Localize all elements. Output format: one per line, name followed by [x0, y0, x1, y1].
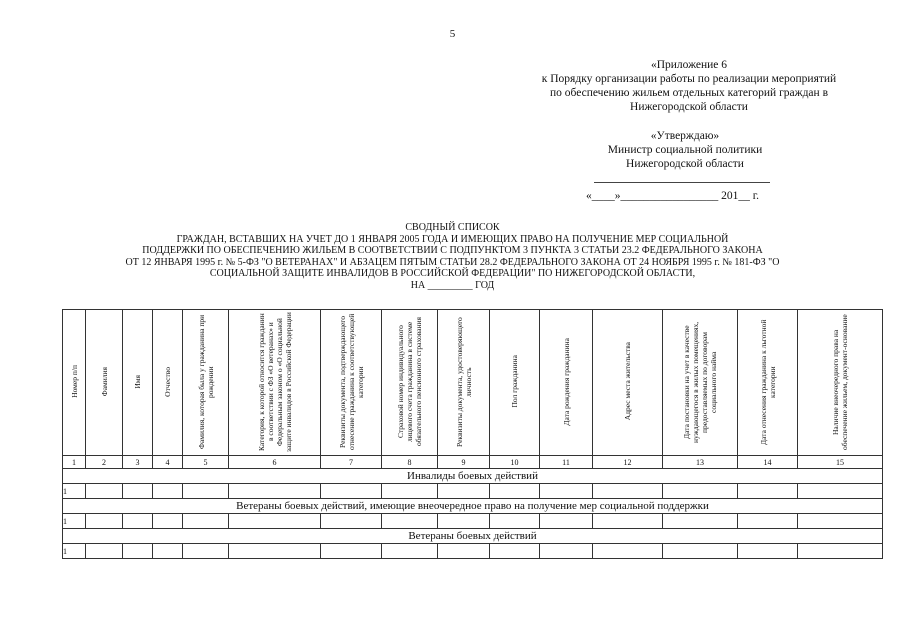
row-number: 1: [63, 514, 86, 529]
column-number: 7: [321, 456, 382, 469]
column-number: 4: [153, 456, 183, 469]
column-number: 14: [738, 456, 798, 469]
column-header: Адрес места жительства: [593, 310, 663, 456]
title-line: ПОДДЕРЖКИ ПО ОБЕСПЕЧЕНИЮ ЖИЛЬЕМ В СООТВЕТСТВИИ С ПОДПУНКТОМ 3 ПУНКТА 3 СТАТЬИ 23.2 ФЕДЕРАЛЬНОГО ЗАКОНА: [142, 245, 763, 257]
header-row: [63, 310, 883, 456]
appendix-line: Нижегородской области: [630, 101, 748, 113]
column-number: 1: [63, 456, 86, 469]
section-row: [63, 469, 883, 484]
title-line: СОЦИАЛЬНОЙ ЗАЩИТЕ ИНВАЛИДОВ В РОССИЙСКОЙ ФЕДЕРАЦИИ" ПО НИЖЕГОРОДСКОЙ ОБЛАСТИ,: [209, 268, 696, 280]
row-number: 1: [63, 484, 86, 499]
column-number: 8: [382, 456, 438, 469]
column-header: Категория, к которой относится гражданин в соответствии с ФЗ «О ветеранах» и Федеральным законом о «О социальной защите инвалидов в Российской Федерации: [229, 310, 321, 456]
appendix-line: к Порядку организации работы по реализации мероприятий: [541, 73, 837, 85]
approval-date: «____»_________________ 201__ г.: [586, 190, 760, 202]
title-line: СВОДНЫЙ СПИСОК: [405, 222, 500, 233]
page-number: 5: [449, 28, 456, 40]
column-header: Дата отнесения гражданина к льготной категории: [738, 310, 798, 456]
column-number: 9: [438, 456, 490, 469]
column-header: Номер п/п: [63, 310, 86, 456]
column-number-row: [63, 456, 883, 469]
appendix-header: [494, 58, 884, 114]
section-title: Инвалиды боевых действий: [63, 469, 883, 484]
approval-line: «Утверждаю»: [650, 130, 720, 142]
column-header: Дата рождения гражданина: [540, 310, 593, 456]
column-number: 5: [183, 456, 229, 469]
section-row: [63, 499, 883, 514]
table-row: [63, 544, 883, 559]
document-title: [30, 222, 875, 292]
row-number: 1: [63, 544, 86, 559]
column-number: 15: [798, 456, 883, 469]
column-header: Отчество: [153, 310, 183, 456]
column-header: Фамилия, которая была у гражданина при рождении: [183, 310, 229, 456]
title-line: ГРАЖДАН, ВСТАВШИХ НА УЧЕТ ДО 1 ЯНВАРЯ 2005 ГОДА И ИМЕЮЩИХ ПРАВО НА ПОЛУЧЕНИЕ МЕР СОЦИАЛЬНОЙ: [176, 233, 729, 245]
table-row: [63, 484, 883, 499]
column-number: 11: [540, 456, 593, 469]
column-number: 12: [593, 456, 663, 469]
title-line: НА _________ ГОД: [410, 279, 495, 291]
appendix-line: «Приложение 6: [650, 59, 728, 71]
column-header: Реквизиты документа, подтверждающего отнесение гражданина к соответствующей категории: [321, 310, 382, 456]
column-number: 10: [490, 456, 540, 469]
column-header: Фамилия: [86, 310, 123, 456]
summary-table: [62, 309, 883, 559]
section-title: Ветераны боевых действий: [63, 529, 883, 544]
column-number: 3: [123, 456, 153, 469]
column-header: Наличие внеочередного права на обеспечение жильем, документ-основание: [798, 310, 883, 456]
column-number: 2: [86, 456, 123, 469]
section-row: [63, 529, 883, 544]
column-number: 6: [229, 456, 321, 469]
column-header: Страховой номер индивидуального лицевого счета гражданина в системе обязательного пенсионного страхования: [382, 310, 438, 456]
signature-line: [594, 182, 770, 183]
table-row: [63, 514, 883, 529]
column-header: Реквизиты документа, удостоверяющего личность: [438, 310, 490, 456]
appendix-line: по обеспечению жильем отдельных категорий граждан в: [549, 87, 828, 99]
approval-line: Министр социальной политики: [607, 144, 763, 156]
section-title: Ветераны боевых действий, имеющие внеочередное право на получение мер социальной поддержки: [63, 499, 883, 514]
approval-line: Нижегородской области: [626, 158, 744, 170]
title-line: ОТ 12 ЯНВАРЯ 1995 г. № 5-ФЗ "О ВЕТЕРАНАХ" И АБЗАЦЕМ ПЯТЫМ СТАТЬИ 28.2 ФЕДЕРАЛЬНОГО ЗАКОНА ОТ 24 НОЯБРЯ 1995 г. № 181-ФЗ "О: [125, 256, 780, 268]
column-header: Имя: [123, 310, 153, 456]
column-header: Пол гражданина: [490, 310, 540, 456]
approval-block: [565, 129, 805, 171]
column-header: Дата постановки на учет в качестве нуждающегося в жилых помещениях, предоставляемых по договорам социального найма: [663, 310, 738, 456]
column-number: 13: [663, 456, 738, 469]
